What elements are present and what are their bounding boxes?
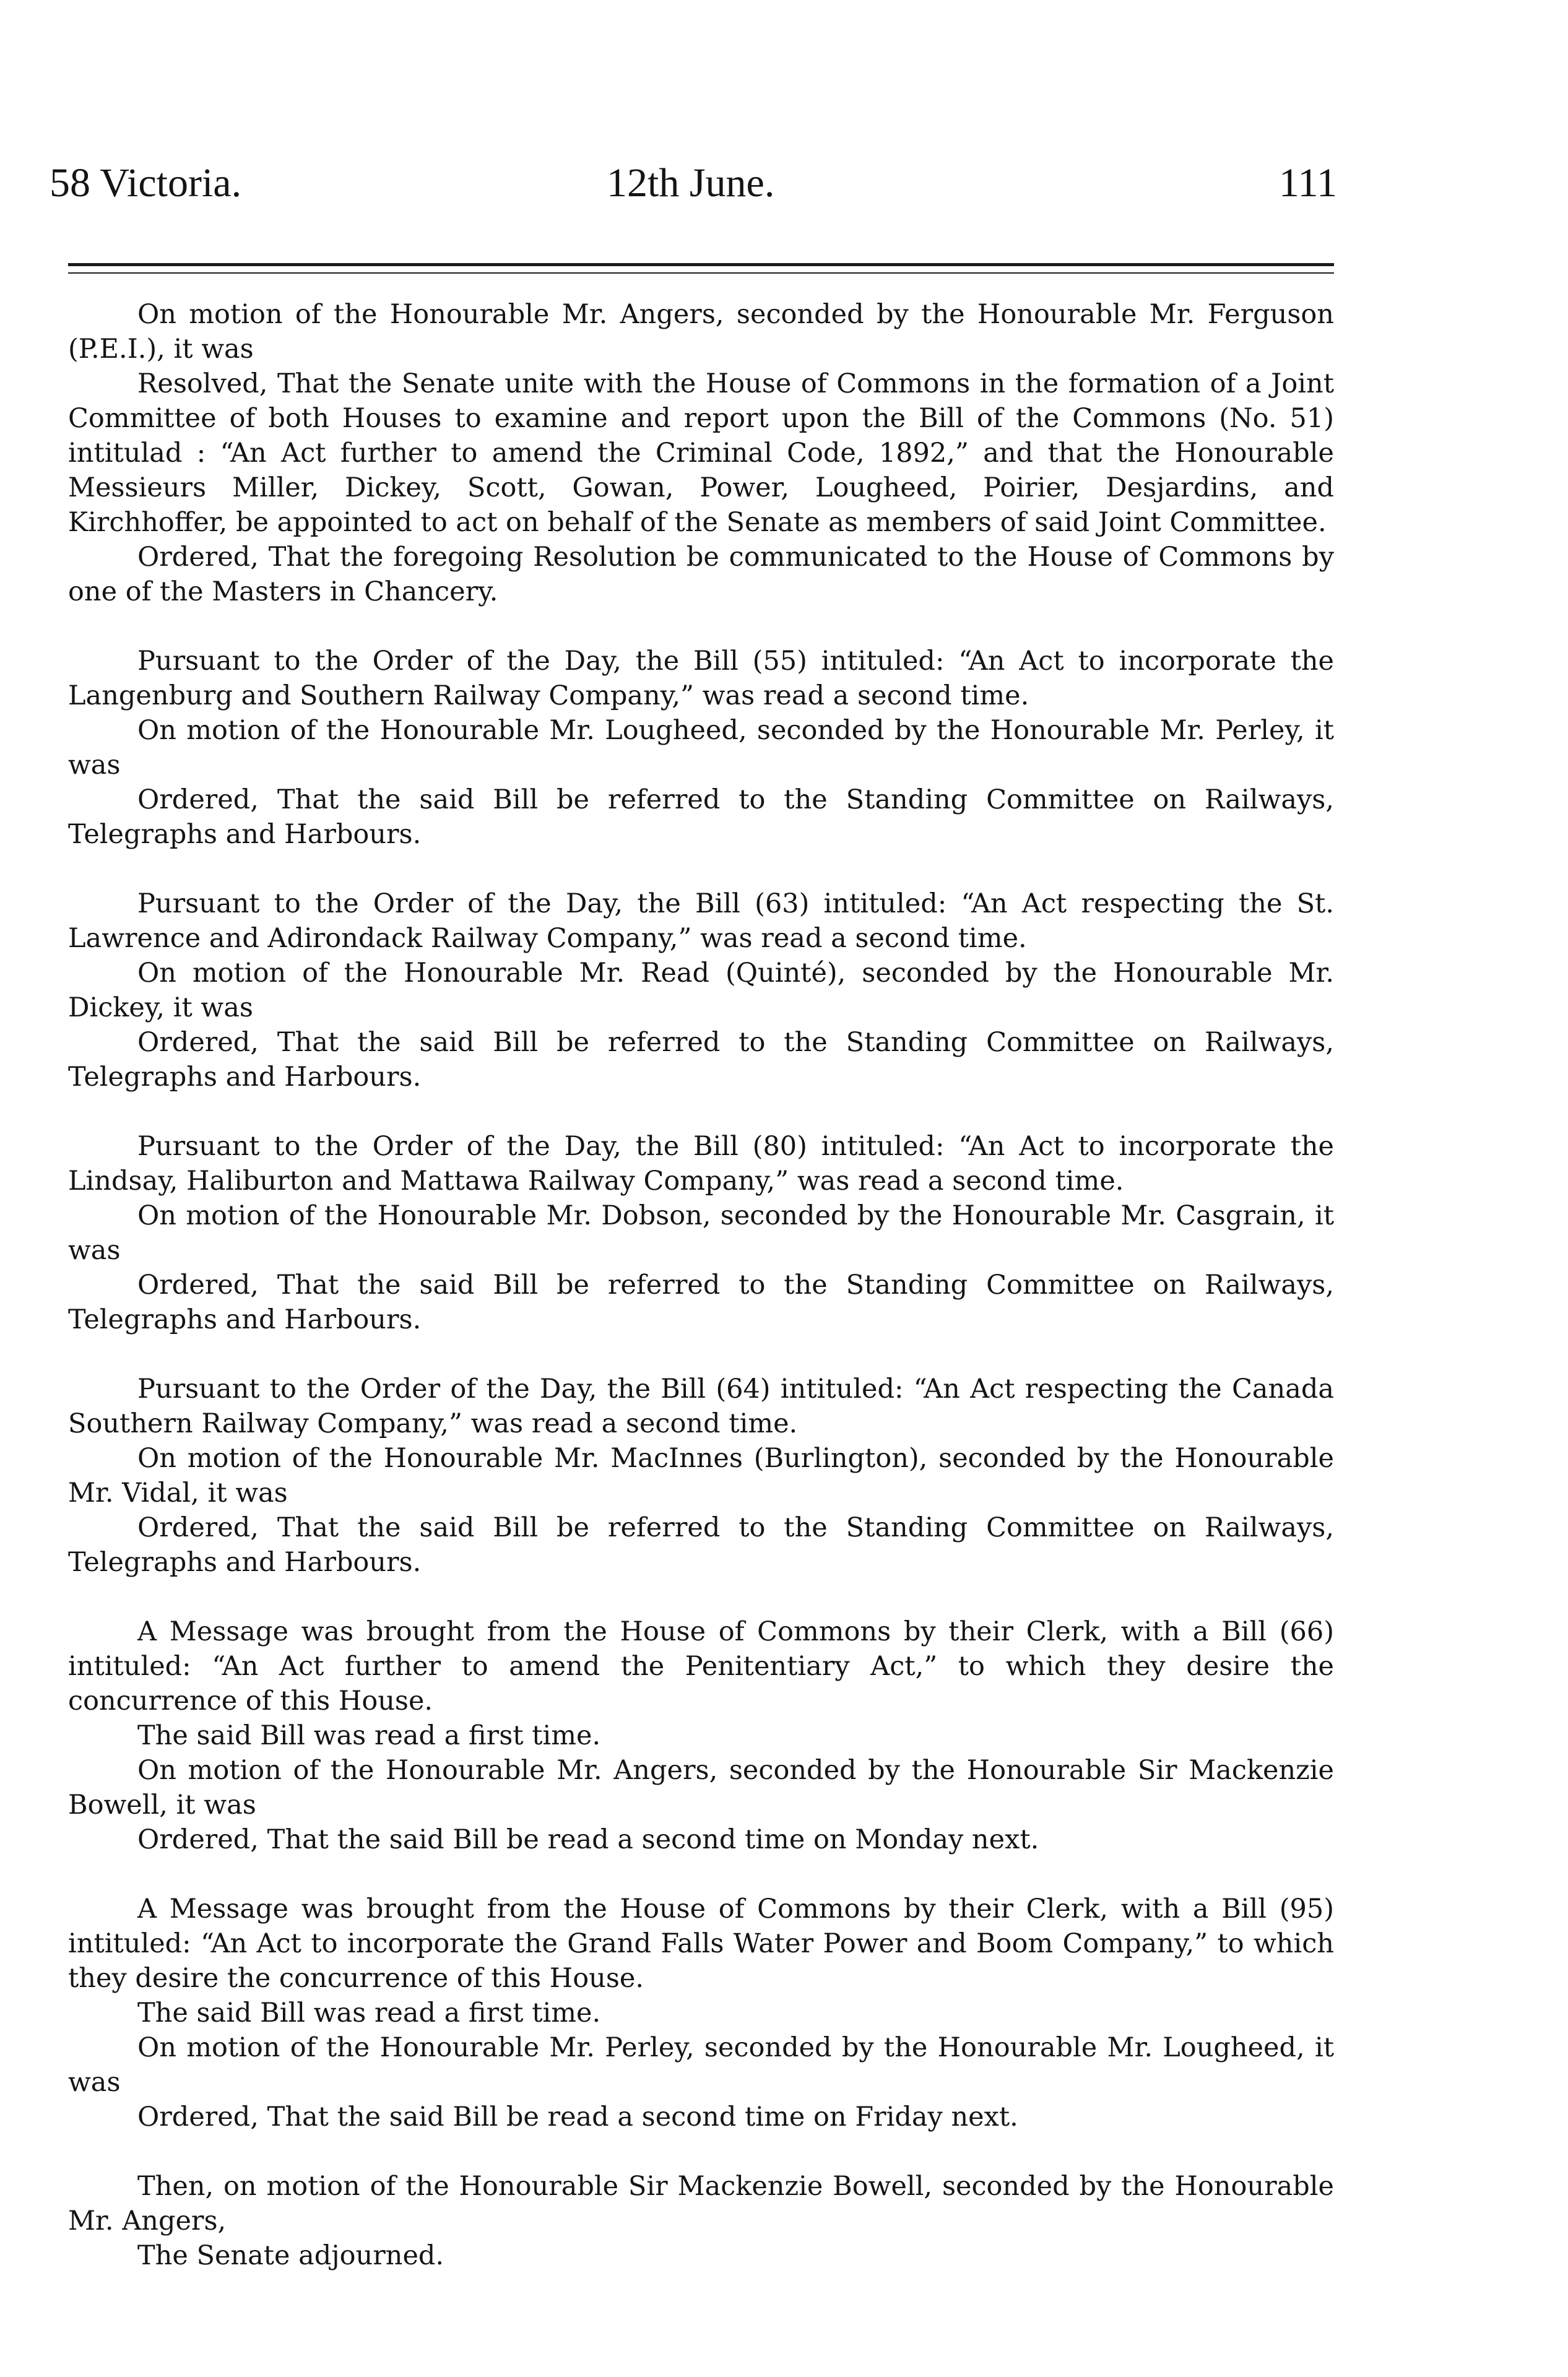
paragraph: Ordered, That the said Bill be referred to the Standing Committee on Railways, Telegraphs and Harbours. — [68, 1027, 1334, 1093]
paragraph: Ordered, That the said Bill be read a second time on Monday next. — [137, 1824, 1039, 1855]
header-rule-thick — [68, 263, 1334, 266]
paragraph: Resolved, That the Senate unite with the House of Commons in the formation of a Joint Committee of both Houses to examine and report upon the Bill of the Commons (No. 51) intitulad : “An Act further to amend the Criminal Code, 1892,” and that the Honourable Messieurs Miller, Dickey, Scott, Gowan, Power, Lougheed, Poirier, Desjardins, and Kirchhoffer, be appointed to act on behalf of the Senate as members of said Joint Committee. — [68, 368, 1334, 538]
paragraph: On motion of the Honourable Mr. MacInnes (Burlington), seconded by the Honourable Mr. Vidal, it was — [68, 1443, 1334, 1509]
paragraph: The said Bill was read a first time. — [137, 1720, 601, 1751]
paragraph: On motion of the Honourable Mr. Perley, seconded by the Honourable Mr. Lougheed, it was — [68, 2032, 1334, 2098]
paragraph: On motion of the Honourable Mr. Read (Quinté), seconded by the Honourable Mr. Dickey, it was — [68, 958, 1334, 1023]
paragraph: On motion of the Honourable Mr. Angers, seconded by the Honourable Mr. Ferguson (P.E.I.), it was — [68, 299, 1334, 365]
paragraph: On motion of the Honourable Mr. Dobson, seconded by the Honourable Mr. Casgrain, it was — [68, 1200, 1334, 1266]
paragraph: Ordered, That the said Bill be referred to the Standing Committee on Railways, Telegraphs and Harbours. — [68, 1512, 1334, 1578]
journal-body — [68, 297, 1334, 2273]
paragraph: Pursuant to the Order of the Day, the Bill (64) intituled: “An Act respecting the Canada Southern Railway Company,” was read a second time. — [68, 1374, 1334, 1439]
header-rule-thin — [68, 272, 1334, 274]
paragraph: On motion of the Honourable Mr. Lougheed, seconded by the Honourable Mr. Perley, it was — [68, 715, 1334, 781]
paragraph: Ordered, That the said Bill be referred to the Standing Committee on Railways, Telegraphs and Harbours. — [68, 1270, 1334, 1335]
paragraph: The Senate adjourned. — [137, 2240, 444, 2271]
paragraph: Ordered, That the said Bill be referred to the Standing Committee on Railways, Telegraphs and Harbours. — [68, 784, 1334, 850]
paragraph: Pursuant to the Order of the Day, the Bill (55) intituled: “An Act to incorporate the Langenburg and Southern Railway Company,” was read a second time. — [68, 646, 1334, 711]
paragraph: Pursuant to the Order of the Day, the Bill (80) intituled: “An Act to incorporate the Lindsay, Haliburton and Mattawa Railway Company,” was read a second time. — [68, 1131, 1334, 1197]
paragraph: Then, on motion of the Honourable Sir Mackenzie Bowell, seconded by the Honourable Mr. Angers, — [68, 2171, 1334, 2236]
paragraph: Ordered, That the foregoing Resolution be communicated to the House of Commons by one of the Masters in Chancery. — [68, 542, 1334, 607]
paragraph: A Message was brought from the House of Commons by their Clerk, with a Bill (95) intituled: “An Act to incorporate the Grand Falls Water Power and Boom Company,” to which they desire the concurrence of this House. — [68, 1894, 1334, 1994]
running-header — [50, 160, 1337, 234]
paragraph: Pursuant to the Order of the Day, the Bill (63) intituled: “An Act respecting the St. Lawrence and Adirondack Railway Company,” was read a second time. — [68, 888, 1334, 954]
header-volume: 58 Victoria. — [50, 160, 242, 206]
paragraph: Ordered, That the said Bill be read a second time on Friday next. — [137, 2102, 1018, 2132]
paragraph: On motion of the Honourable Mr. Angers, seconded by the Honourable Sir Mackenzie Bowell, it was — [68, 1755, 1334, 1821]
header-date: 12th June. — [607, 160, 775, 206]
paragraph: The said Bill was read a first time. — [137, 1998, 601, 2028]
page-number: 111 — [1278, 160, 1337, 206]
paragraph: A Message was brought from the House of Commons by their Clerk, with a Bill (66) intituled: “An Act further to amend the Penitentiary Act,” to which they desire the concurrence of this House. — [68, 1616, 1334, 1717]
